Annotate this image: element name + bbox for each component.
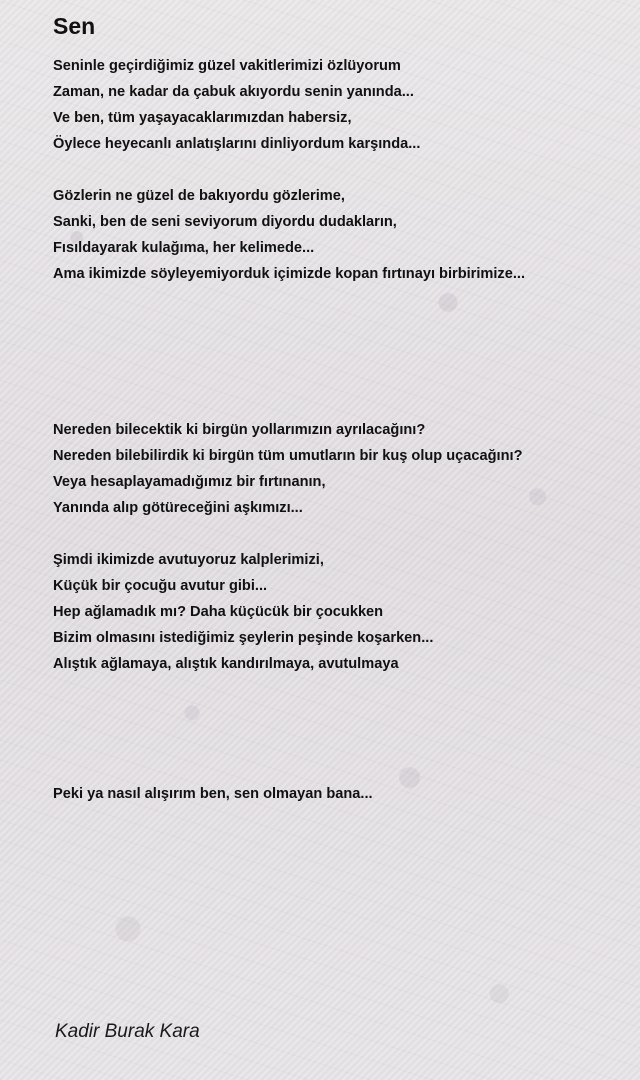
stanza-break xyxy=(53,157,628,183)
stanza-break xyxy=(53,391,628,417)
poem-line: Şimdi ikimizde avutuyoruz kalplerimizi, xyxy=(53,552,324,568)
poem-line: Ve ben, tüm yaşayacaklarımızdan habersiz, xyxy=(53,110,352,126)
poem-line: Seninle geçirdiğimiz güzel vakitlerimizi özlüyorum xyxy=(53,58,401,74)
poem-line: Gözlerin ne güzel de bakıyordu gözlerime, xyxy=(53,188,345,204)
stanza-break xyxy=(53,755,628,781)
poem-line: Ama ikimizde söyleyemiyorduk içimizde kopan fırtınayı birbirimize... xyxy=(53,266,526,282)
poem-line: Yanında alıp götüreceğini aşkımızı... xyxy=(53,500,303,516)
poem-body xyxy=(53,53,628,807)
poem-line: Öylece heyecanlı anlatışlarını dinliyordum karşında... xyxy=(53,136,421,152)
stanza-break xyxy=(53,703,628,729)
stanza-break xyxy=(53,729,628,755)
poem-line: Veya hesaplayamadığımız bir fırtınanın, xyxy=(53,474,326,490)
stanza-break xyxy=(53,339,628,365)
poem-line: Bizim olmasını istediğimiz şeylerin peşinde koşarken... xyxy=(53,630,434,646)
stanza-break xyxy=(53,365,628,391)
poem-line: Nereden bilebilirdik ki birgün tüm umutların bir kuş olup uçacağını? xyxy=(53,448,523,464)
poem-title: Sen xyxy=(53,13,96,39)
stanza-break xyxy=(53,313,628,339)
poem-line: Hep ağlamadık mı? Daha küçücük bir çocukken xyxy=(53,604,384,620)
poem-author: Kadir Burak Kara xyxy=(55,1021,200,1042)
poem-line: Zaman, ne kadar da çabuk akıyordu senin yanında... xyxy=(53,84,414,100)
poem-line: Alıştık ağlamaya, alıştık kandırılmaya, avutulmaya xyxy=(53,656,399,672)
poem-line: Küçük bir çocuğu avutur gibi... xyxy=(53,578,268,594)
poem-line: Peki ya nasıl alışırım ben, sen olmayan bana... xyxy=(53,786,373,802)
poem-line: Sanki, ben de seni seviyorum diyordu dudakların, xyxy=(53,214,397,230)
poem-line: Nereden bilecektik ki birgün yollarımızın ayrılacağını? xyxy=(53,422,426,438)
stanza-break xyxy=(53,677,628,703)
poem-line: Fısıldayarak kulağıma, her kelimede... xyxy=(53,240,315,256)
stanza-break xyxy=(53,521,628,547)
stanza-break xyxy=(53,287,628,313)
